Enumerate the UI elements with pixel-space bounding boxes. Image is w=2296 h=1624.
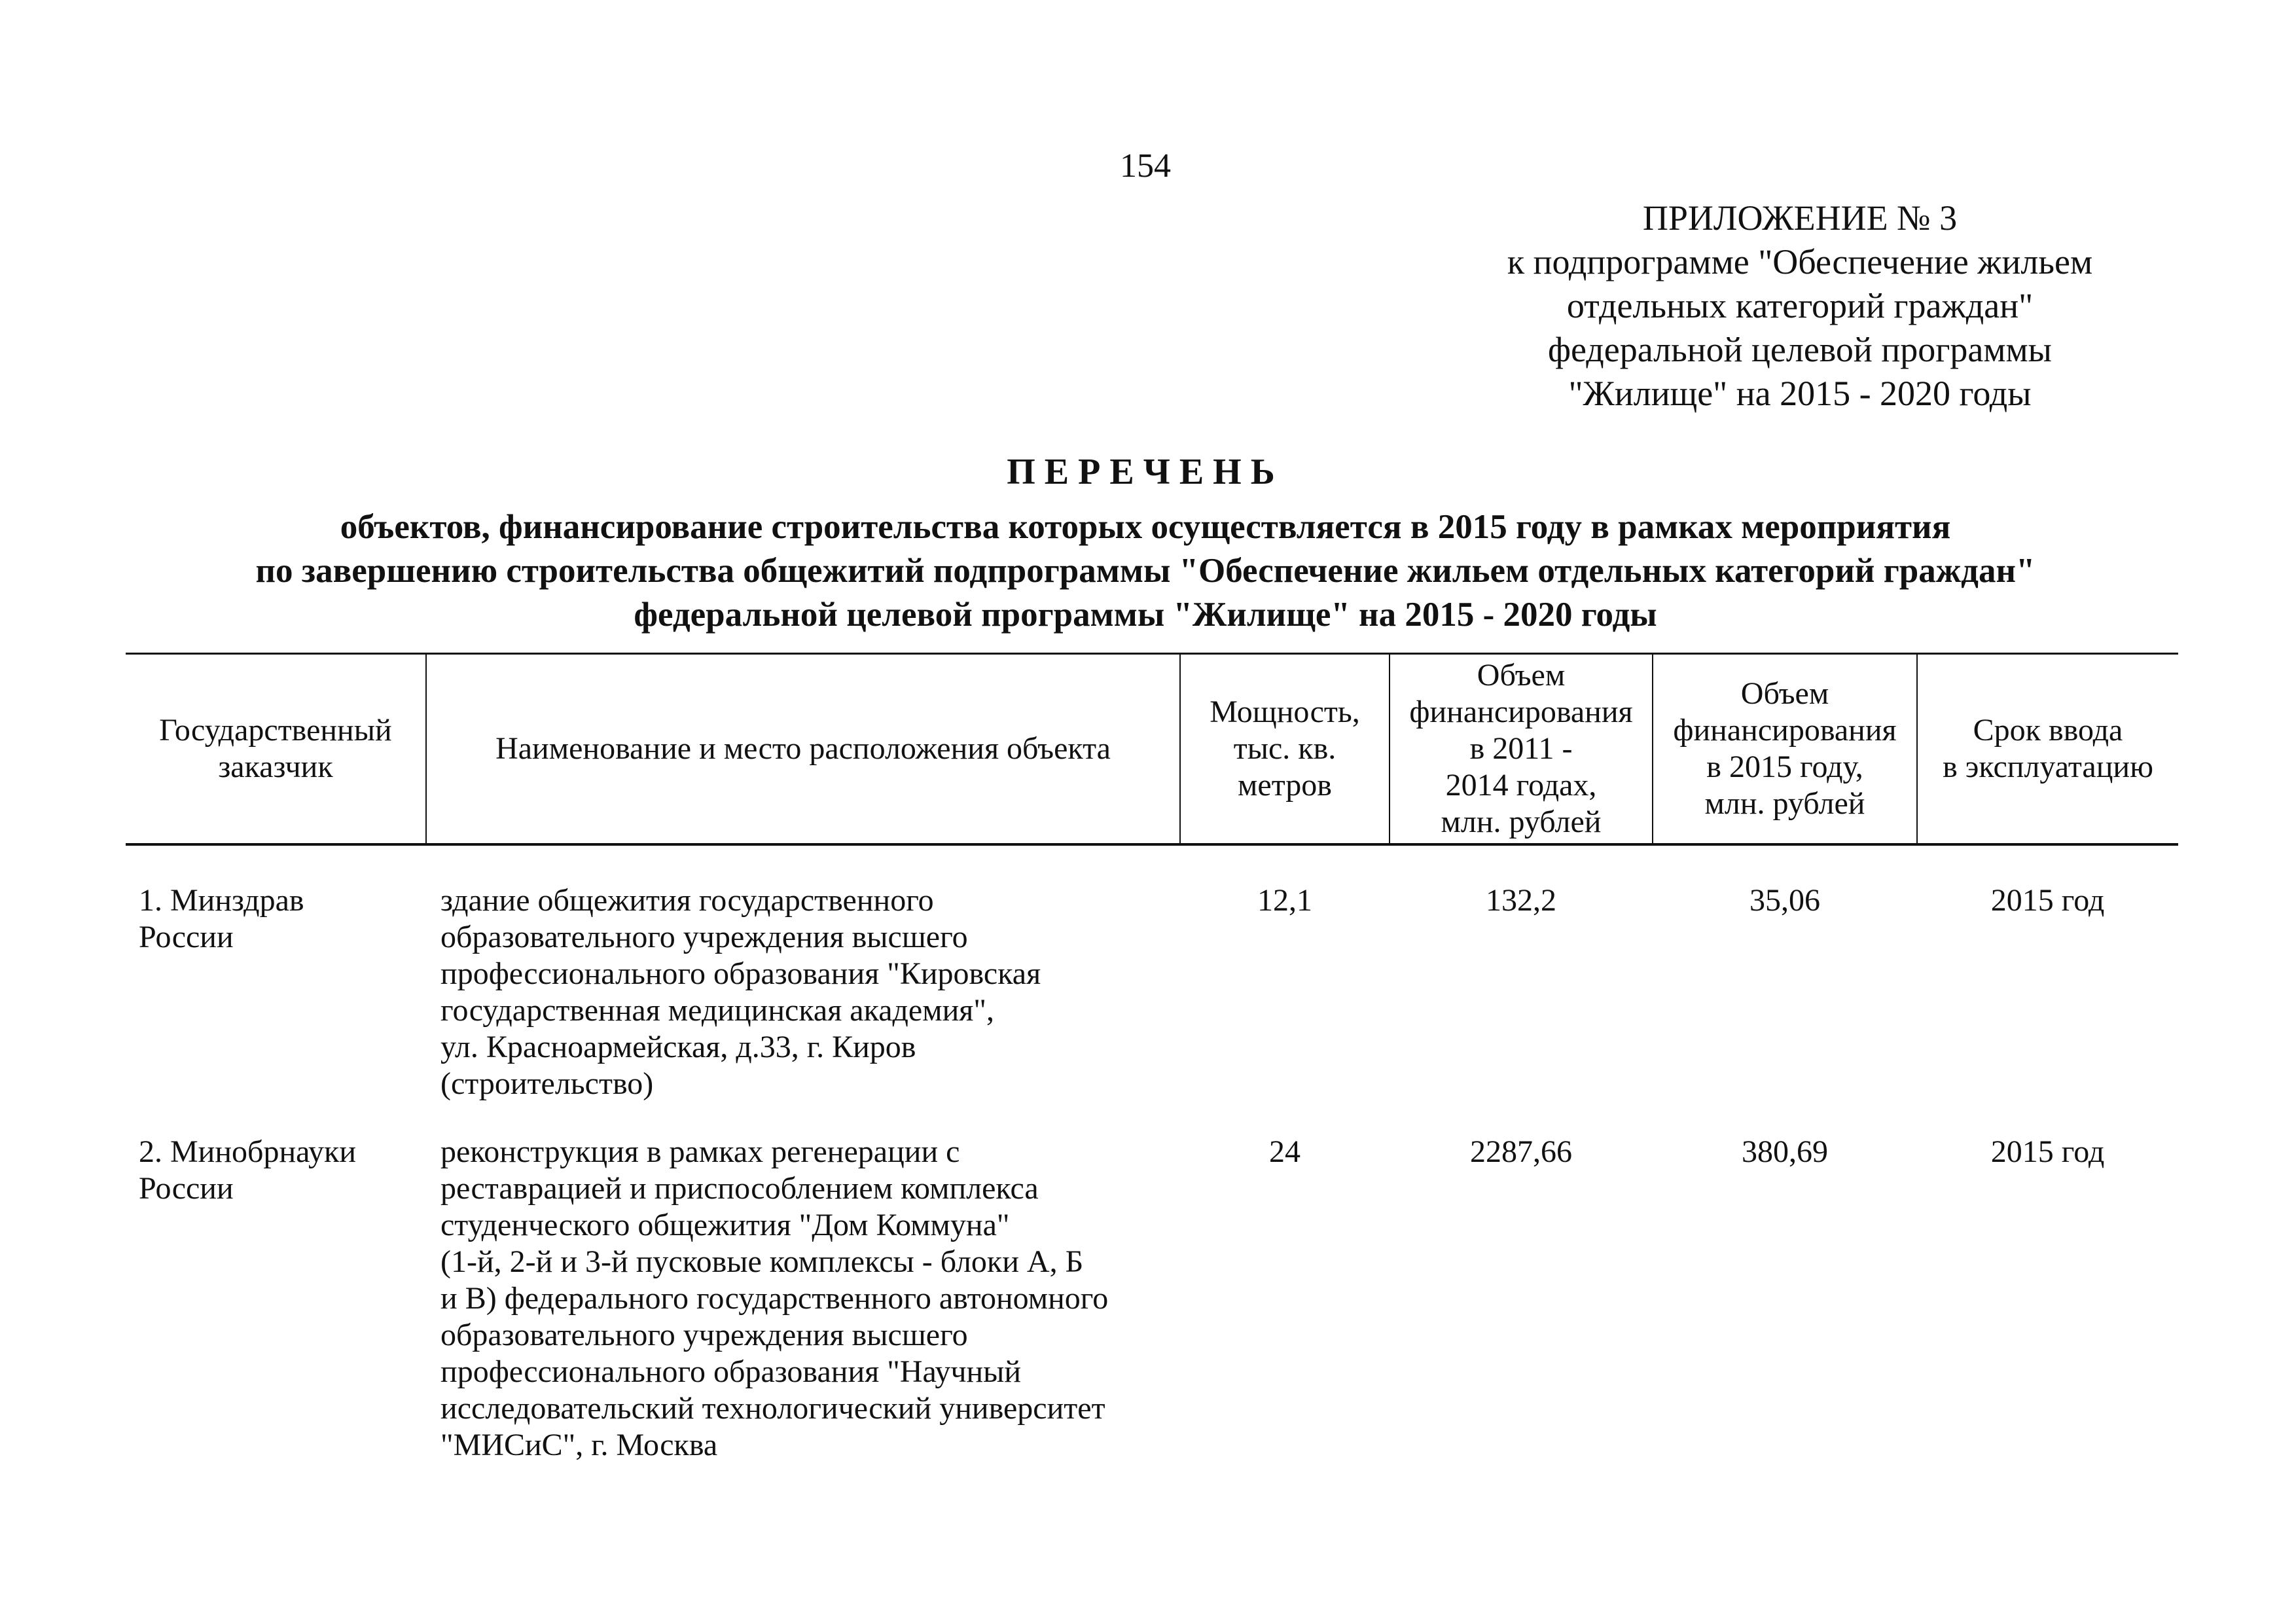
header-funding-2015: Объем финансирования в 2015 году, млн. рублей xyxy=(1653,654,1917,845)
cell-funding-2011-2014: 132,2 xyxy=(1486,883,1556,918)
appendix-line: федеральной целевой программы xyxy=(1548,330,2052,369)
cell-commissioning: 2015 год xyxy=(1990,883,2105,918)
cell-customer: 1. Минздрав России xyxy=(139,883,304,954)
document-subtitle xyxy=(98,505,2193,637)
table-row xyxy=(126,1102,2178,1464)
cell-funding-2015: 380,69 xyxy=(1742,1134,1828,1169)
cell-object: здание общежития государственного образовательного учреждения высшего профессионального образования "Кировская государственная медицинская академия", ул. Красноармейская, д.33, г. Киров (строительство) xyxy=(440,883,1041,1101)
cell-capacity: 12,1 xyxy=(1257,883,1312,918)
appendix-line: отдельных категорий граждан" xyxy=(1566,286,2034,325)
cell-commissioning: 2015 год xyxy=(1990,1134,2105,1169)
cell-capacity: 24 xyxy=(1269,1134,1300,1169)
header-commissioning: Срок ввода в эксплуатацию xyxy=(1917,654,2178,845)
objects-table-wrapper xyxy=(126,653,2178,1464)
objects-table xyxy=(126,653,2178,1464)
document-heading: ПЕРЕЧЕНЬ xyxy=(1007,452,1284,492)
cell-customer: 2. Минобрнауки России xyxy=(139,1134,357,1206)
page-number: 154 xyxy=(1120,147,1171,185)
header-customer: Государственный заказчик xyxy=(126,654,426,845)
header-capacity: Мощность, тыс. кв. метров xyxy=(1180,654,1390,845)
appendix-line: к подпрограмме "Обеспечение жильем xyxy=(1507,242,2093,281)
appendix-line: ПРИЛОЖЕНИЕ № 3 xyxy=(1642,198,1958,238)
subtitle-line: объектов, финансирование строительства которых осуществляется в 2015 году в рамках мероприятия xyxy=(340,508,1951,546)
appendix-line: "Жилище" на 2015 - 2020 годы xyxy=(1568,374,2032,413)
cell-funding-2011-2014: 2287,66 xyxy=(1470,1134,1572,1169)
cell-funding-2015: 35,06 xyxy=(1749,883,1820,918)
header-object-name: Наименование и место расположения объекта xyxy=(426,654,1180,845)
table-header-row xyxy=(126,654,2178,845)
appendix-block xyxy=(1407,196,2193,416)
header-funding-2011-2014: Объем финансирования в 2011 - 2014 годах, млн. рублей xyxy=(1390,654,1653,845)
subtitle-line: по завершению строительства общежитий подпрограммы "Обеспечение жильем отдельных категорий граждан" xyxy=(255,552,2036,590)
table-row xyxy=(126,844,2178,1102)
cell-object: реконструкция в рамках регенерации с реставрацией и приспособлением комплекса студенческого общежития "Дом Коммуна" (1-й, 2-й и 3-й пусковые комплексы - блоки А, Б и В) федерального государственного автономного образовательного учреждения высшего профессионального образования "Научный исследовательский технологический университет "МИСиС", г. Москва xyxy=(440,1134,1109,1462)
subtitle-line: федеральной целевой программы "Жилище" на 2015 - 2020 годы xyxy=(634,596,1657,634)
